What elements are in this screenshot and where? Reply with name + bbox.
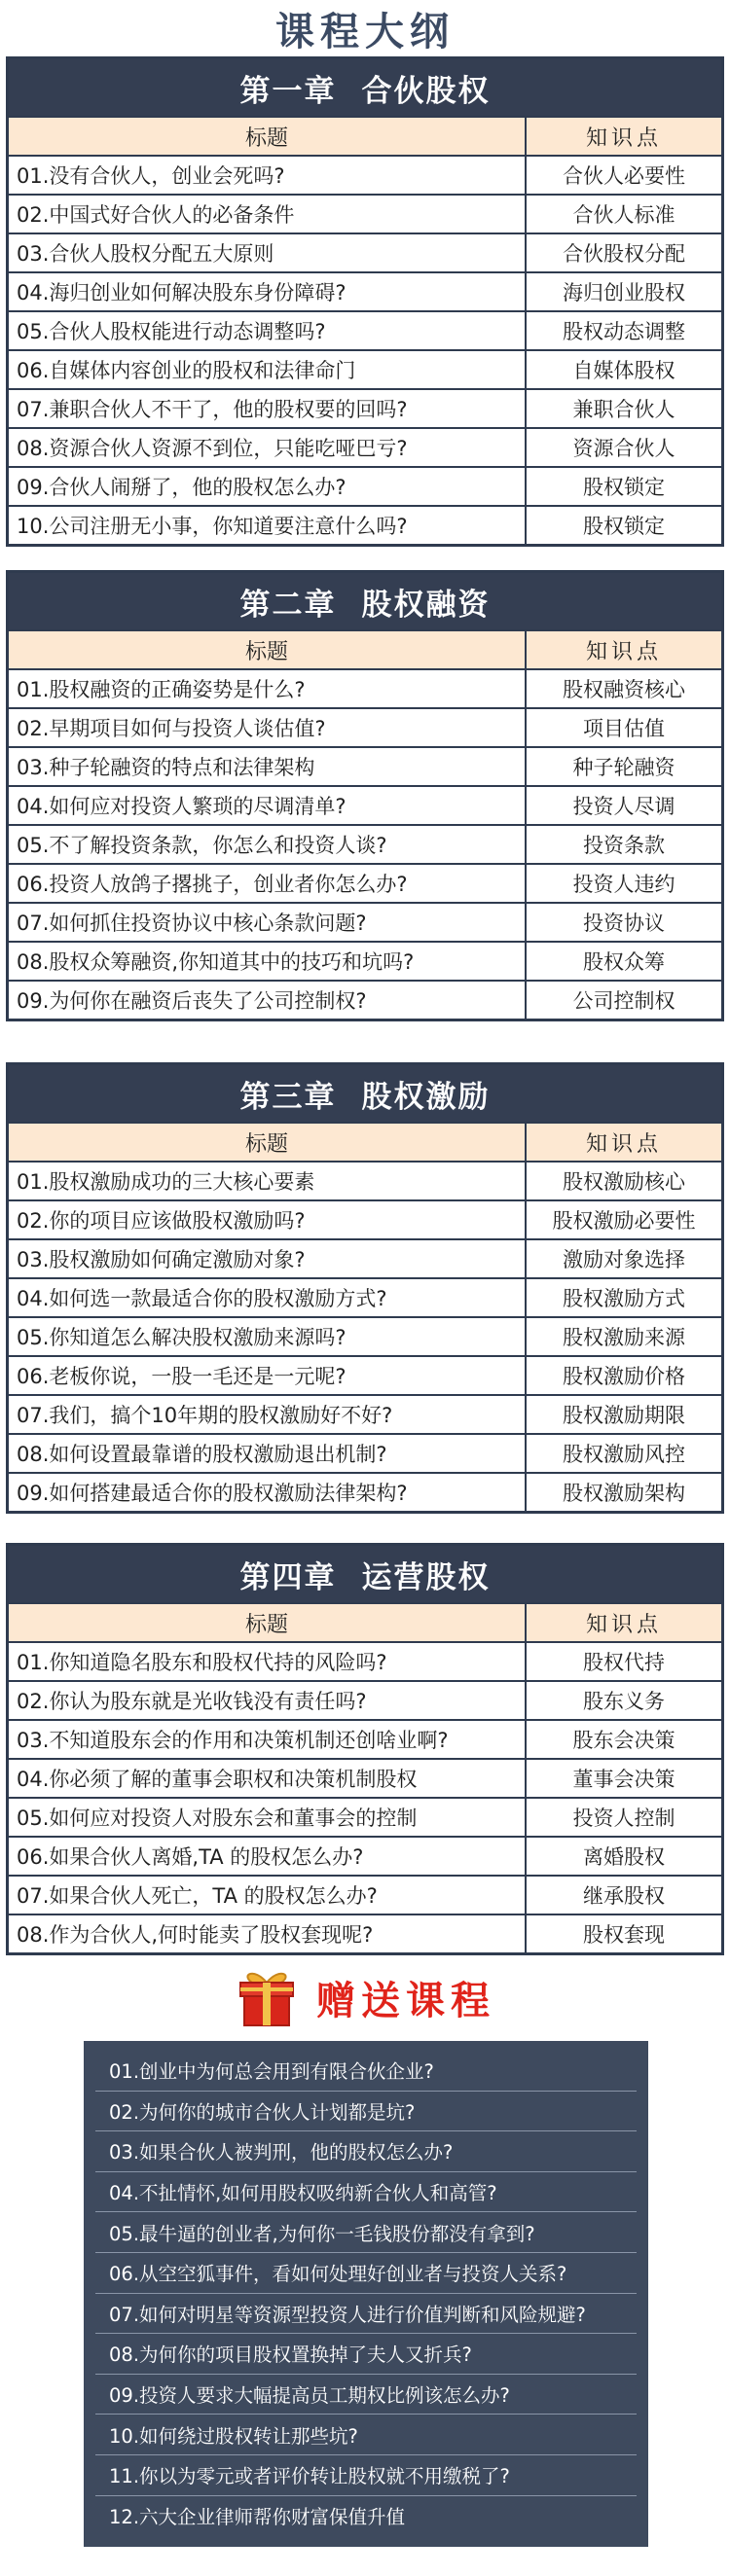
column-header-title: 标题 (9, 118, 527, 155)
row-knowledge-point: 公司控制权 (572, 989, 675, 1013)
table-row (9, 1719, 721, 1758)
table-row (9, 1277, 721, 1316)
row-knowledge-point: 投资协议 (583, 912, 665, 935)
row-knowledge-point: 股权激励期限 (563, 1404, 685, 1427)
table-row (9, 1394, 721, 1433)
chapter-3-rows (9, 1122, 721, 1511)
row-knowledge-point: 合伙人标准 (572, 203, 675, 227)
row-knowledge-point: 股权激励来源 (563, 1326, 685, 1349)
table-row (9, 980, 721, 1019)
chapter-name: 股权融资 (361, 587, 491, 623)
chapter-name: 合伙股权 (361, 73, 491, 109)
row-title: 04.如何应对投资人繁琐的尽调清单? (9, 787, 527, 824)
bonus-item: 04.不扯情怀,如何用股权吸纳新合伙人和高管? (95, 2172, 637, 2213)
row-knowledge-point: 投资人尽调 (572, 795, 675, 818)
row-knowledge-point: 股权套现 (583, 1923, 665, 1947)
table-row (9, 155, 721, 194)
row-title: 04.你必须了解的董事会职权和决策机制股权 (9, 1760, 527, 1797)
row-title: 07.如果合伙人死亡，TA 的股权怎么办? (9, 1877, 527, 1914)
chapter-4-table (6, 1543, 724, 1955)
row-title: 03.合伙人股权分配五大原则 (9, 234, 527, 271)
column-header-point: 知识点 (585, 639, 662, 664)
chapter-2-rows (9, 629, 721, 1019)
row-title: 09.合伙人闹掰了，他的股权怎么办? (9, 468, 527, 505)
bonus-item: 05.最牛逼的创业者,为何你一毛钱股份都没有拿到? (95, 2212, 637, 2253)
row-title: 08.股权众筹融资,你知道其中的技巧和坑吗? (9, 943, 527, 980)
row-knowledge-point: 股权众筹 (583, 950, 665, 974)
row-knowledge-point: 投资人违约 (572, 873, 675, 896)
chapter-1-header (9, 59, 721, 116)
row-title: 04.海归创业如何解决股东身份障碍? (9, 273, 527, 310)
row-knowledge-point: 股权激励架构 (563, 1482, 685, 1505)
table-header-row (9, 629, 721, 668)
row-title: 10.公司注册无小事，你知道要注意什么吗? (9, 507, 527, 544)
chapter-name: 运营股权 (361, 1559, 491, 1595)
table-row (9, 1758, 721, 1797)
row-knowledge-point: 合伙股权分配 (563, 242, 685, 266)
row-knowledge-point: 继承股权 (583, 1884, 665, 1908)
bonus-item: 07.如何对明星等资源型投资人进行价值判断和风险规避? (95, 2294, 637, 2335)
table-row (9, 233, 721, 271)
table-row (9, 194, 721, 233)
row-knowledge-point: 股权代持 (583, 1651, 665, 1674)
row-title: 01.股权融资的正确姿势是什么? (9, 670, 527, 707)
table-row (9, 349, 721, 388)
row-title: 05.你知道怎么解决股权激励来源吗? (9, 1318, 527, 1355)
column-header-title: 标题 (9, 1604, 527, 1641)
row-knowledge-point: 激励对象选择 (563, 1248, 685, 1271)
row-title: 06.老板你说，一股一毛还是一元呢? (9, 1357, 527, 1394)
table-header-row (9, 1602, 721, 1641)
table-row (9, 1316, 721, 1355)
table-row (9, 1355, 721, 1394)
bonus-list (84, 2041, 648, 2547)
chapter-1-table (6, 56, 724, 547)
chapter-4-rows (9, 1602, 721, 1952)
table-row (9, 902, 721, 941)
bonus-item: 12.六大企业律师帮你财富保值升值 (109, 2506, 406, 2529)
chapter-3-header (9, 1065, 721, 1122)
row-knowledge-point: 资源合伙人 (572, 437, 675, 460)
row-knowledge-point: 种子轮融资 (572, 756, 675, 779)
column-header-point: 知识点 (585, 1131, 662, 1157)
row-knowledge-point: 董事会决策 (572, 1768, 675, 1791)
row-title: 09.如何搭建最适合你的股权激励法律架构? (9, 1474, 527, 1511)
table-row (9, 310, 721, 349)
column-header-title: 标题 (9, 631, 527, 668)
row-knowledge-point: 股权激励价格 (563, 1365, 685, 1388)
row-knowledge-point: 股权融资核心 (563, 678, 685, 701)
row-knowledge-point: 离婚股权 (583, 1845, 665, 1869)
chapter-name: 股权激励 (361, 1079, 491, 1115)
row-title: 03.种子轮融资的特点和法律架构 (9, 748, 527, 785)
table-header-row (9, 116, 721, 155)
row-title: 08.作为合伙人,何时能卖了股权套现呢? (9, 1915, 527, 1952)
bonus-title: 赠送课程 (316, 1977, 495, 2023)
chapter-4-header (9, 1546, 721, 1602)
row-title: 02.你认为股东就是光收钱没有责任吗? (9, 1682, 527, 1719)
row-knowledge-point: 股权激励方式 (563, 1287, 685, 1310)
table-row (9, 746, 721, 785)
row-title: 02.你的项目应该做股权激励吗? (9, 1201, 527, 1238)
row-title: 06.如果合伙人离婚,TA 的股权怎么办? (9, 1838, 527, 1875)
table-header-row (9, 1122, 721, 1161)
table-row (9, 427, 721, 466)
row-knowledge-point: 兼职合伙人 (572, 398, 675, 421)
column-header-title: 标题 (9, 1124, 527, 1161)
table-row (9, 1199, 721, 1238)
bonus-item: 01.创业中为何总会用到有限合伙企业? (95, 2051, 637, 2092)
table-row (9, 1161, 721, 1199)
bonus-item: 02.为何你的城市合伙人计划都是坑? (95, 2092, 637, 2132)
chapter-number: 第三章 (239, 1079, 337, 1115)
column-header-point: 知识点 (585, 125, 662, 151)
row-title: 03.不知道股东会的作用和决策机制还创啥业啊? (9, 1721, 527, 1758)
table-row (9, 941, 721, 980)
row-title: 07.我们，搞个10年期的股权激励好不好? (9, 1396, 527, 1433)
row-knowledge-point: 股权锁定 (583, 476, 665, 499)
row-knowledge-point: 海归创业股权 (563, 281, 685, 304)
chapter-number: 第四章 (239, 1559, 337, 1595)
table-row (9, 1472, 721, 1511)
row-knowledge-point: 项目估值 (583, 717, 665, 740)
row-knowledge-point: 股东会决策 (572, 1729, 675, 1752)
row-knowledge-point: 股权激励风控 (563, 1443, 685, 1466)
chapter-3-table (6, 1062, 724, 1514)
row-title: 06.自媒体内容创业的股权和法律命门 (9, 351, 527, 388)
row-title: 08.如何设置最靠谱的股权激励退出机制? (9, 1435, 527, 1472)
table-row (9, 1641, 721, 1680)
row-knowledge-point: 自媒体股权 (572, 359, 675, 382)
row-knowledge-point: 股权锁定 (583, 515, 665, 538)
row-title: 04.如何选一款最适合你的股权激励方式? (9, 1279, 527, 1316)
row-title: 06.投资人放鸽子撂挑子，创业者你怎么办? (9, 865, 527, 902)
chapter-number: 第一章 (239, 73, 337, 109)
bonus-item: 11.你以为零元或者评价转让股权就不用缴税了? (95, 2455, 637, 2496)
bonus-item: 08.为何你的项目股权置换掉了夫人又折兵? (95, 2334, 637, 2375)
row-knowledge-point: 股权激励必要性 (552, 1209, 696, 1233)
table-row (9, 707, 721, 746)
row-knowledge-point: 投资人控制 (572, 1807, 675, 1830)
row-knowledge-point: 股东义务 (583, 1690, 665, 1713)
row-title: 07.兼职合伙人不干了，他的股权要的回吗? (9, 390, 527, 427)
row-title: 01.你知道隐名股东和股权代持的风险吗? (9, 1643, 527, 1680)
table-row (9, 505, 721, 544)
row-title: 05.合伙人股权能进行动态调整吗? (9, 312, 527, 349)
chapter-number: 第二章 (239, 587, 337, 623)
bonus-header (0, 1961, 730, 2033)
bonus-item: 03.如果合伙人被判刑，他的股权怎么办? (95, 2131, 637, 2172)
table-row (9, 1680, 721, 1719)
row-title: 05.不了解投资条款，你怎么和投资人谈? (9, 826, 527, 863)
table-row (9, 1914, 721, 1952)
row-title: 08.资源合伙人资源不到位，只能吃哑巴亏? (9, 429, 527, 466)
table-row (9, 1433, 721, 1472)
row-title: 01.股权激励成功的三大核心要素 (9, 1163, 527, 1199)
table-row (9, 388, 721, 427)
page-title: 课程大纲 (275, 9, 455, 54)
table-row (9, 824, 721, 863)
table-row (9, 785, 721, 824)
table-row (9, 466, 721, 505)
table-row (9, 863, 721, 902)
row-knowledge-point: 股权动态调整 (563, 320, 685, 343)
row-title: 05.如何应对投资人对股东会和董事会的控制 (9, 1799, 527, 1836)
bonus-item: 10.如何绕过股权转让那些坑? (95, 2415, 637, 2455)
table-row (9, 1797, 721, 1836)
row-knowledge-point: 投资条款 (583, 834, 665, 857)
table-row (9, 271, 721, 310)
table-row (9, 1836, 721, 1875)
bonus-item: 09.投资人要求大幅提高员工期权比例该怎么办? (95, 2375, 637, 2415)
table-row (9, 1238, 721, 1277)
row-title: 07.如何抓住投资协议中核心条款问题? (9, 904, 527, 941)
chapter-1-rows (9, 116, 721, 544)
row-title: 09.为何你在融资后丧失了公司控制权? (9, 982, 527, 1019)
table-row (9, 668, 721, 707)
row-title: 01.没有合伙人，创业会死吗? (9, 157, 527, 194)
row-title: 02.早期项目如何与投资人谈估值? (9, 709, 527, 746)
row-title: 03.股权激励如何确定激励对象? (9, 1240, 527, 1277)
row-title: 02.中国式好合伙人的必备条件 (9, 196, 527, 233)
row-knowledge-point: 合伙人必要性 (563, 164, 685, 188)
gift-box-icon (235, 1965, 299, 2029)
row-knowledge-point: 股权激励核心 (563, 1170, 685, 1194)
table-row (9, 1875, 721, 1914)
chapter-2-header (9, 573, 721, 629)
column-header-point: 知识点 (585, 1612, 662, 1637)
chapter-2-table (6, 570, 724, 1021)
bonus-item: 06.从空空狐事件，看如何处理好创业者与投资人关系? (95, 2253, 637, 2294)
